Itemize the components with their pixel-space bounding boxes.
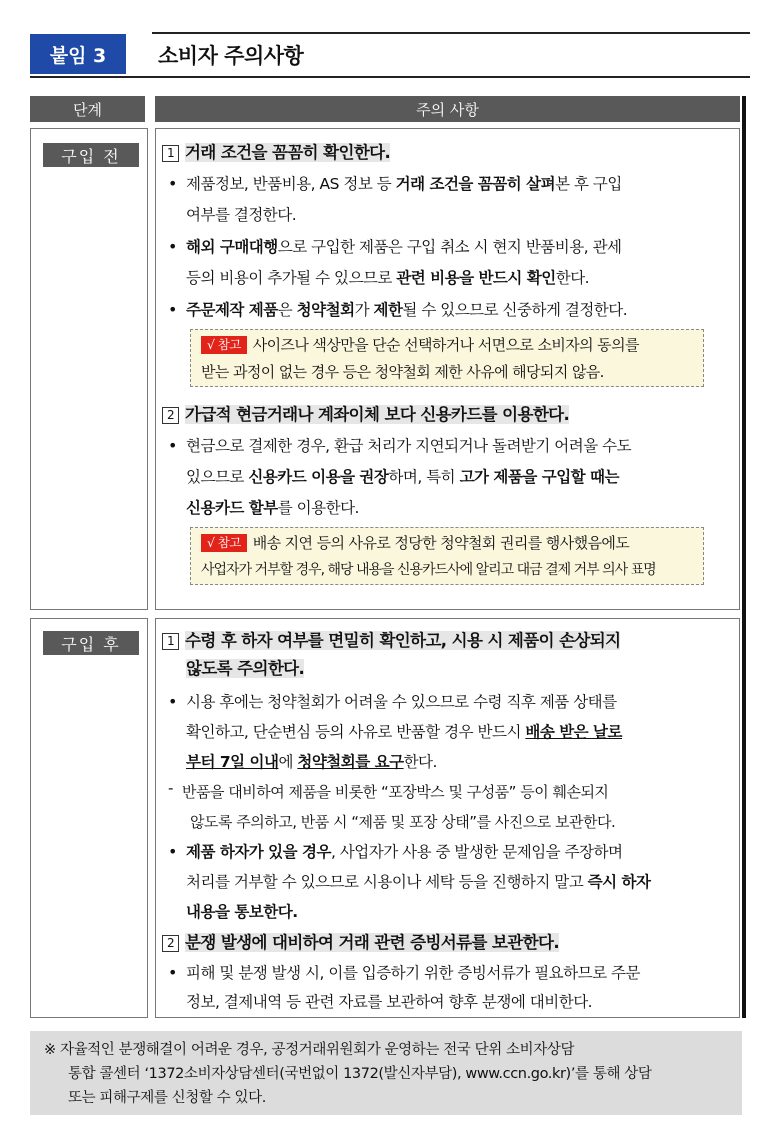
bullet-icon: •	[168, 237, 178, 256]
heading-text: 분쟁 발생에 대비하여 거래 관련 증빙서류를 보관한다.	[185, 933, 559, 952]
before-item2-heading	[162, 401, 569, 429]
heading-text: 수령 후 하자 여부를 면밀히 확인하고, 시용 시 제품이 손상되지	[185, 631, 621, 650]
heading-text: 거래 조건을 꼼꼼히 확인한다.	[185, 143, 391, 162]
column-header-notes: 주의 사항	[155, 96, 740, 122]
table-right-rule	[742, 96, 746, 1018]
after-item1-bullet1-line1: 시용 후에는 청약철회가 어려울 수 있으므로 수령 직후 제품 상태를	[186, 693, 617, 711]
bullet-icon: •	[168, 436, 178, 455]
stage-cell-before	[30, 128, 148, 610]
before-item1-heading	[162, 139, 390, 167]
item-number-box: 1	[162, 145, 179, 162]
page-title: 소비자 주의사항	[158, 44, 304, 68]
stage-cell-after	[30, 618, 148, 1018]
note-line2: 받는 과정이 없는 경우 등은 청약철회 제한 사유에 해당되지 않음.	[201, 363, 604, 381]
footer-notice	[30, 1031, 742, 1115]
document-header	[30, 30, 750, 78]
before-item1-bullet3: 주문제작 제품은 청약철회가 제한될 수 있으므로 신중하게 결정한다.	[186, 301, 628, 319]
reference-tag: √ 참고	[201, 336, 247, 354]
reference-note-box	[190, 329, 704, 387]
stage-label-after: 구입 후	[43, 631, 139, 655]
after-item1-bullet1-line2: 확인하고, 단순변심 등의 사유로 반품할 경우 반드시 배송 받은 날로	[186, 723, 622, 741]
bullet-icon: •	[168, 692, 178, 711]
bullet-icon: •	[168, 842, 178, 861]
bullet-icon: •	[168, 174, 178, 193]
item-number-box: 2	[162, 935, 179, 952]
before-item1-bullet2-line2: 등의 비용이 추가될 수 있으므로 관련 비용을 반드시 확인한다.	[186, 269, 590, 287]
after-item1-heading-line1	[162, 627, 620, 655]
dash-marker: -	[168, 779, 174, 797]
after-item2-heading	[162, 929, 559, 957]
after-item1-bullet1-line3: 부터 7일 이내에 청약철회를 요구한다.	[186, 753, 437, 771]
after-item2-bullet1-line2: 정보, 결제내역 등 관련 자료를 보관하여 향후 분쟁에 대비한다.	[186, 993, 593, 1011]
heading-text: 가급적 현금거래나 계좌이체 보다 신용카드를 이용한다.	[185, 405, 570, 424]
before-item1-bullet1-line1: 제품정보, 반품비용, AS 정보 등 거래 조건을 꼼꼼히 살펴본 후 구입	[186, 175, 622, 193]
footer-line2: 통합 콜센터 ‘1372소비자상담센터(국번없이 1372(발신자부담), www.ccn.go.kr)’를 통해 상담	[68, 1066, 652, 1082]
footer-line1: ※ 자율적인 분쟁해결이 어려운 경우, 공정거래위원회가 운영하는 전국 단위 소비자상담	[44, 1042, 575, 1058]
before-item2-bullet1-line1: 현금으로 결제한 경우, 환급 처리가 지연되거나 돌려받기 어려울 수도	[186, 437, 632, 455]
after-item1-bullet2-line1: 제품 하자가 있을 경우, 사업자가 사용 중 발생한 문제임을 주장하며	[186, 843, 623, 861]
notes-cell-before	[155, 128, 740, 610]
header-bottom-rule	[30, 76, 750, 78]
reference-note-box	[190, 527, 704, 585]
note-line2: 사업자가 거부할 경우, 해당 내용을 신용카드사에 알리고 대금 결제 거부 의사 표명	[201, 562, 656, 578]
bullet-icon: •	[168, 963, 178, 982]
after-item1-dash-line2: 않도록 주의하고, 반품 시 “제품 및 포장 상태”를 사진으로 보관한다.	[190, 813, 616, 831]
column-header-stage: 단계	[30, 96, 145, 122]
after-item1-dash-line1: 반품을 대비하여 제품을 비롯한 “포장박스 및 구성품” 등이 훼손되지	[182, 783, 609, 801]
reference-tag: √ 참고	[201, 534, 247, 552]
before-item2-bullet1-line2: 있으므로 신용카드 이용을 권장하며, 특히 고가 제품을 구입할 때는	[186, 468, 619, 486]
after-item2-bullet1-line1: 피해 및 분쟁 발생 시, 이를 입증하기 위한 증빙서류가 필요하므로 주문	[186, 964, 640, 982]
bullet-icon: •	[168, 300, 178, 319]
note-line1: √ 참고 사이즈나 색상만을 단순 선택하거나 서면으로 소비자의 동의를	[201, 330, 639, 360]
after-item1-bullet2-line3: 내용을 통보한다.	[186, 903, 298, 921]
footer-line3: 또는 피해구제를 신청할 수 있다.	[68, 1090, 266, 1106]
stage-label-before: 구입 전	[43, 143, 139, 167]
after-item1-heading-line2: 않도록 주의한다.	[186, 659, 305, 678]
before-item2-bullet1-line3: 신용카드 할부를 이용한다.	[186, 499, 359, 517]
item-number-box: 1	[162, 633, 179, 650]
before-item1-bullet1-line2: 여부를 결정한다.	[186, 206, 297, 224]
after-item1-bullet2-line2: 처리를 거부할 수 있으므로 시용이나 세탁 등을 진행하지 말고 즉시 하자	[186, 873, 651, 891]
item-number-box: 2	[162, 407, 179, 424]
header-top-rule	[152, 32, 750, 34]
note-line1: √ 참고 배송 지연 등의 사유로 정당한 청약철회 권리를 행사했음에도	[201, 528, 629, 558]
attachment-badge: 붙임 3	[30, 34, 126, 74]
before-item1-bullet2-line1: 해외 구매대행으로 구입한 제품은 구입 취소 시 현지 반품비용, 관세	[186, 238, 622, 256]
notes-cell-after	[155, 618, 740, 1018]
